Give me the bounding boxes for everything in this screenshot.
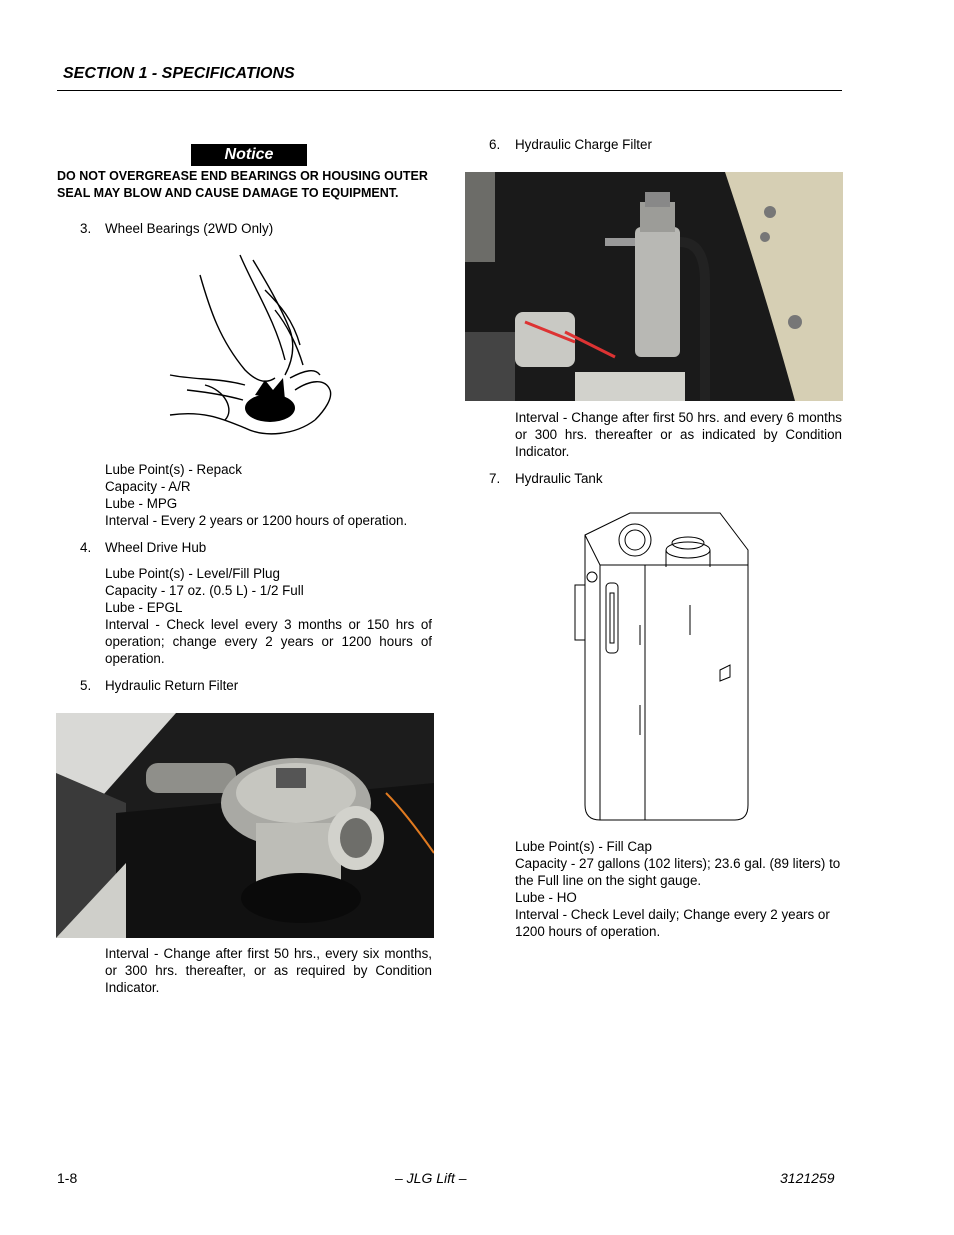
- hydraulic-tank-illustration: [570, 505, 755, 825]
- wheel-bearings-specs: [105, 461, 435, 529]
- item-title: Hydraulic Tank: [515, 471, 603, 486]
- wheel-drive-hub-specs: [105, 565, 432, 667]
- spec-line: Lube Point(s) - Fill Cap: [515, 839, 652, 854]
- header-rule: [57, 90, 842, 91]
- hand-grease-illustration: [165, 250, 345, 445]
- notice-text: DO NOT OVERGREASE END BEARINGS OR HOUSING OUTER SEAL MAY BLOW AND CAUSE DAMAGE TO EQUIPMENT.: [57, 169, 428, 200]
- spec-line: Lube Point(s) - Repack: [105, 462, 242, 477]
- spec-line: Lube - HO: [515, 890, 577, 905]
- section-title: SECTION 1 - SPECIFICATIONS: [63, 65, 295, 82]
- spec-line: Lube - EPGL: [105, 600, 183, 615]
- hydraulic-return-filter-photo: [56, 713, 434, 938]
- doc-number: 3121259: [780, 1170, 835, 1186]
- hydraulic-tank-specs: [515, 838, 845, 940]
- spec-line: Lube - MPG: [105, 496, 178, 511]
- page-number: 1-8: [57, 1170, 78, 1186]
- item-title: Wheel Drive Hub: [105, 540, 207, 555]
- spec-line: Interval - Check Level daily; Change every 2 years or 1200 hours of operation.: [515, 907, 830, 939]
- footer-center: – JLG Lift –: [395, 1170, 467, 1186]
- hydraulic-charge-filter-photo: [465, 172, 843, 401]
- return-filter-interval: Interval - Change after first 50 hrs., every six months, or 300 hrs. thereafter, or as required by Condition Indicator.: [105, 946, 432, 995]
- item-number: 6.: [489, 137, 501, 152]
- item-number: 4.: [80, 540, 92, 555]
- spec-interval: Interval - Check level every 3 months or 150 hrs of operation; change every 2 years or 1200 hours of operation.: [105, 617, 432, 666]
- item-number: 5.: [80, 678, 92, 693]
- spec-line: Capacity - 17 oz. (0.5 L) - 1/2 Full: [105, 583, 304, 598]
- spec-line: Lube Point(s) - Level/Fill Plug: [105, 566, 280, 581]
- notice-label: Notice: [191, 144, 307, 166]
- item-title: Hydraulic Charge Filter: [515, 137, 652, 152]
- item-number: 3.: [80, 221, 92, 236]
- spec-line: Interval - Every 2 years or 1200 hours of operation.: [105, 513, 408, 528]
- charge-filter-interval: Interval - Change after first 50 hrs. and every 6 months or 300 hrs. thereafter or as indicated by Condition Indicator.: [515, 410, 842, 459]
- spec-line: Capacity - A/R: [105, 479, 191, 494]
- item-number: 7.: [489, 471, 501, 486]
- item-title: Hydraulic Return Filter: [105, 678, 239, 693]
- item-title: Wheel Bearings (2WD Only): [105, 221, 274, 236]
- spec-line: Capacity - 27 gallons (102 liters); 23.6 gal. (89 liters) to the Full line on the sight gauge.: [515, 856, 841, 888]
